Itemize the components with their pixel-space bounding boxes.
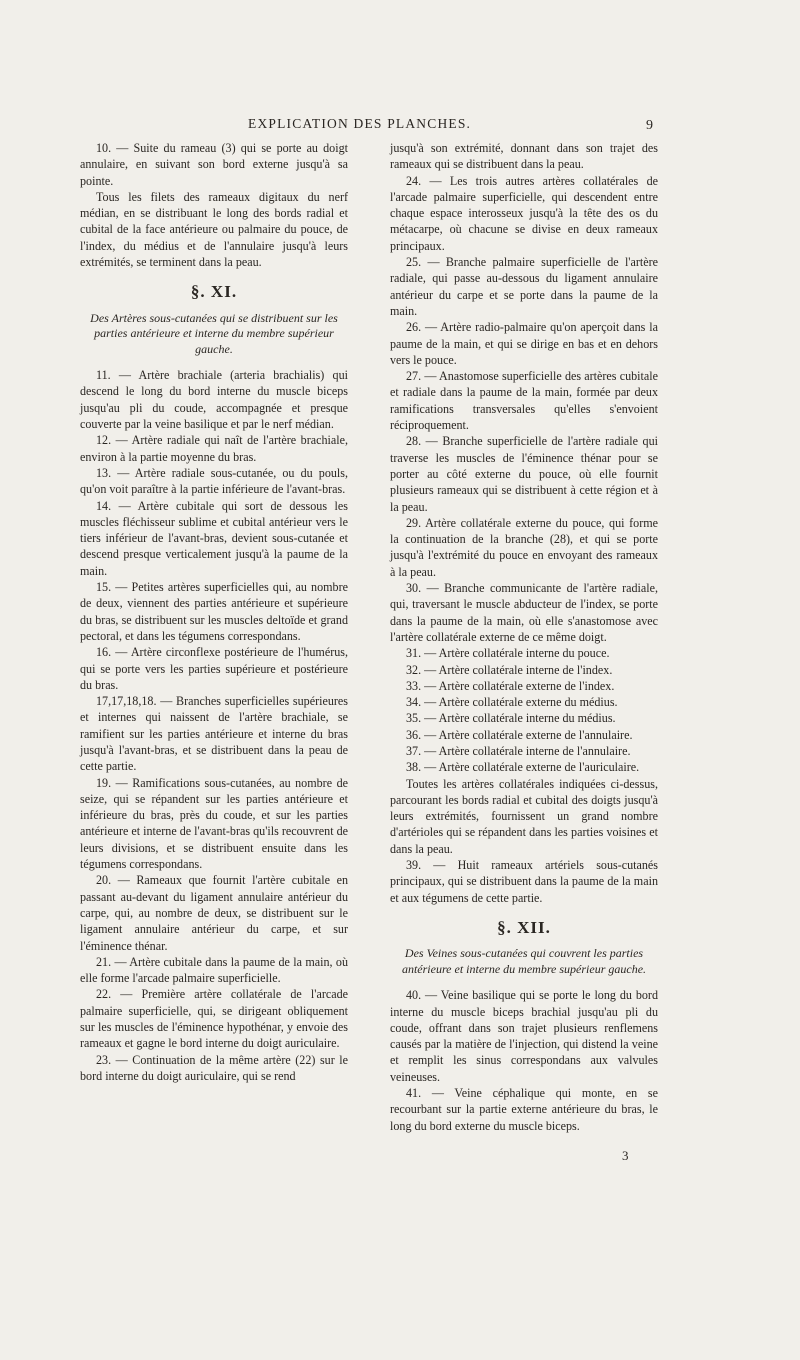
paragraph: Tous les filets des rameaux digitaux du nerf médian, en se distribuant le long des bords radial et cubital de la face antérieure ou palmaire du pouce, de l'index, du médius et de l'annulaire jusqu'à leurs extrémités, se terminent dans la peau.: [80, 189, 348, 270]
list-item: 21. — Artère cubitale dans la paume de la main, où elle forme l'arcade palmaire superficielle.: [80, 954, 348, 986]
section-subtitle-xi: Des Artères sous-cutanées qui se distribuent sur les parties antérieure et interne du membre supérieur gauche.: [90, 310, 338, 356]
list-item: 22. — Première artère collatérale de l'arcade palmaire superficielle, qui, se dirigeant obliquement sur les muscles de l'éminence hypothénar, y envoie des rameaux et gagne le bord interne du doigt auriculaire.: [80, 987, 348, 1051]
list-item: 25. — Branche palmaire superficielle de l'artère radiale, qui passe au-dessous du ligament annulaire antérieur du carpe et se porte dans la paume de la main.: [390, 255, 658, 318]
list-item: 24. — Les trois autres artères collatérales de l'arcade palmaire superficielle, qui descendent entre chaque espace interosseux jusqu'à la tête des os du métacarpe, où chacune se divise en deux rameaux principaux.: [390, 173, 658, 253]
list-item: 14. — Artère cubitale qui sort de dessous les muscles fléchisseur sublime et cubital antérieur vers le tiers inférieur de l'avant-bras, devient sous-cutanée et descend presque verticalement jusqu'à la paume de la main.: [80, 498, 348, 578]
list-item: 31. — Artère collatérale interne du pouce.: [406, 646, 610, 661]
list-item: 34. — Artère collatérale externe du médius.: [406, 695, 618, 710]
list-item: 17,17,18,18. — Branches superficielles supérieures et internes qui naissent de l'artère brachiale, se ramifient sur les parties antérieure et interne du bras jusqu'à l'avant-bras, et se distribuent dans la peau de cette partie.: [80, 694, 348, 774]
signature-mark: 3: [622, 1148, 629, 1163]
list-item: 37. — Artère collatérale interne de l'annulaire.: [406, 743, 631, 758]
left-column: [80, 140, 348, 1084]
paragraph: Toutes les artères collatérales indiquées ci-dessus, parcourant les bords radial et cubital des doigts jusqu'à leurs extrémités, fournissent un grand nombre d'artérioles qui se répandent dans les parties voisines et dans la peau.: [390, 776, 658, 856]
right-column: [390, 140, 658, 1134]
list-item: 16. — Artère circonflexe postérieure de l'humérus, qui se porte vers les parties supérieure et postérieure du bras.: [80, 645, 348, 692]
section-title-xii: §. XII.: [497, 917, 551, 937]
list-item: 27. — Anastomose superficielle des artères cubitale et radiale dans la paume de la main, formée par deux ramifications transversales qu'elles s'envoient réciproquement.: [390, 369, 658, 433]
paragraph: 10. — Suite du rameau (3) qui se porte au doigt annulaire, en suivant son bord externe jusqu'à sa pointe.: [80, 141, 348, 188]
page-number: 9: [646, 118, 653, 133]
list-item: 13. — Artère radiale sous-cutanée, ou du pouls, qu'on voit paraître à la partie inférieure de l'avant-bras.: [80, 465, 348, 497]
list-item: 35. — Artère collatérale interne du médius.: [406, 711, 616, 726]
list-item: 15. — Petites artères superficielles qui, au nombre de deux, viennent des parties antérieure et supérieure du bras, se distribuent sur les muscles deltoïde et grand pectoral, et dans les tégumens correspondans.: [80, 580, 348, 643]
section-title-xi: §. XI.: [190, 282, 238, 302]
list-item: 12. — Artère radiale qui naît de l'artère brachiale, environ à la partie moyenne du bras.: [80, 433, 348, 464]
section-subtitle-xii: Des Veines sous-cutanées qui couvrent les parties antérieure et interne du membre supérieur gauche.: [401, 946, 647, 976]
list-item: 39. — Huit rameaux artériels sous-cutanés principaux, qui se distribuent dans la paume de la main et aux tégumens de cette partie.: [390, 858, 658, 905]
list-item: jusqu'à son extrémité, donnant dans son trajet des rameaux qui se distribuent dans la peau.: [390, 141, 658, 172]
list-item: 40. — Veine basilique qui se porte le long du bord interne du muscle biceps brachial jusqu'au pli du coude, offrant dans son trajet plusieurs renflemens causés par la matière de l'injection, qui distend la veine et remplit les sinus correspondans aux valvules veineuses.: [390, 988, 658, 1084]
list-item: 28. — Branche superficielle de l'artère radiale qui traverse les muscles de l'éminence thénar pour se porter au côté externe du pouce, où elle fournit plusieurs rameaux qui se distribuent à cette région et à la peau.: [390, 434, 658, 514]
list-item: 33. — Artère collatérale externe de l'index.: [406, 678, 615, 693]
page-header: [0, 116, 800, 136]
running-title: EXPLICATION DES PLANCHES.: [248, 116, 472, 131]
list-item: 11. — Artère brachiale (arteria brachialis) qui descend le long du bord interne du muscle biceps jusqu'au pli du coude, accompagnée et presque couverte par la veine basilique et par le nerf médian.: [80, 368, 348, 432]
list-item: 29. Artère collatérale externe du pouce, qui forme la continuation de la branche (28), et qui se porte jusqu'à l'extrémité du pouce en envoyant des rameaux à la peau.: [390, 515, 658, 579]
list-item: 20. — Rameaux que fournit l'artère cubitale en passant au-devant du ligament annulaire antérieur du carpe, qui, au nombre de deux, se distribuent sur le ligament annulaire antérieur du carpe, et sur l'éminence thénar.: [80, 873, 348, 953]
list-item: 26. — Artère radio-palmaire qu'on aperçoit dans la paume de la main, et qui se dirige en bas et en dehors vers le pouce.: [390, 320, 658, 367]
list-item: 19. — Ramifications sous-cutanées, au nombre de seize, qui se répandent sur les parties antérieure et inférieure du bras, près du coude, et sur les parties antérieure et interne de l'avant-bras qu'ils recouvrent de leurs divisions, et se distribuent ensuite dans les tégumens correspondans.: [80, 775, 348, 872]
list-item: 32. — Artère collatérale interne de l'index.: [406, 662, 613, 677]
list-item: 30. — Branche communicante de l'artère radiale, qui, traversant le muscle abducteur de l'index, se porte dans la paume de la main, où elle s'anastomose avec l'artère collatérale externe de ce même doigt.: [390, 581, 658, 644]
list-item: 38. — Artère collatérale externe de l'auriculaire.: [406, 760, 640, 775]
list-item: 41. — Veine céphalique qui monte, en se recourbant sur la partie externe antérieure du bras, le long du bord externe du muscle biceps.: [390, 1086, 658, 1133]
list-item: 23. — Continuation de la même artère (22) sur le bord interne du doigt auriculaire, qui se rend: [80, 1052, 348, 1083]
list-item: 36. — Artère collatérale externe de l'annulaire.: [406, 727, 633, 742]
